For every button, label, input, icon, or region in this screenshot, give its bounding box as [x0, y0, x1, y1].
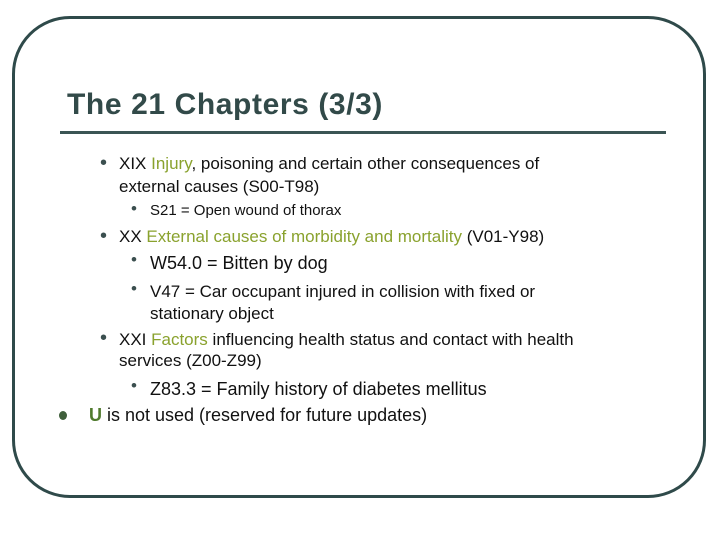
u-note-text: is not used (reserved for future updates) [102, 405, 428, 425]
slide-title: The 21 Chapters (3/3) [67, 88, 384, 121]
item-xx-prefix: XX [119, 227, 147, 246]
u-note [89, 405, 427, 426]
bullet-dot-icon [59, 411, 67, 420]
item-xxi-suffix: influencing health status and contact with health [207, 330, 574, 349]
sub-bullet-icon: • [131, 279, 137, 298]
item-xxi-prefix: XXI [119, 330, 152, 349]
item-xxi-highlight: Factors [151, 330, 208, 349]
item-xx-suffix: (V01-Y98) [462, 227, 545, 246]
item-xxi-sub: Z83.3 = Family history of diabetes mellitus [150, 379, 487, 399]
item-xxi-line2: services (Z00-Z99) [119, 351, 262, 370]
item-xx-sub1: W54.0 = Bitten by dog [150, 253, 328, 273]
item-xx-sub2-line1: V47 = Car occupant injured in collision with fixed or [150, 282, 536, 301]
item-xix-highlight: Injury [151, 154, 192, 173]
u-note-highlight: U [89, 405, 102, 425]
item-xx-sub2-line2: stationary object [150, 304, 274, 323]
title-underline [60, 131, 666, 134]
item-xx-line1 [119, 227, 544, 247]
item-xix-line1 [119, 154, 539, 174]
item-xxi-line1 [119, 330, 574, 350]
bullet-icon: • [100, 225, 108, 247]
bullet-icon: • [100, 152, 108, 174]
item-xix-prefix: XIX [119, 154, 152, 173]
bullet-icon: • [100, 327, 108, 349]
sub-bullet-icon: • [131, 376, 137, 395]
item-xix-suffix: , poisoning and certain other consequences of [191, 154, 540, 173]
item-xix-sub: S21 = Open wound of thorax [150, 202, 342, 219]
item-xx-highlight: External causes of morbidity and mortality [146, 227, 462, 246]
sub-bullet-icon: • [131, 250, 137, 269]
item-xix-line2: external causes (S00-T98) [119, 177, 320, 196]
sub-bullet-icon: • [131, 199, 137, 218]
